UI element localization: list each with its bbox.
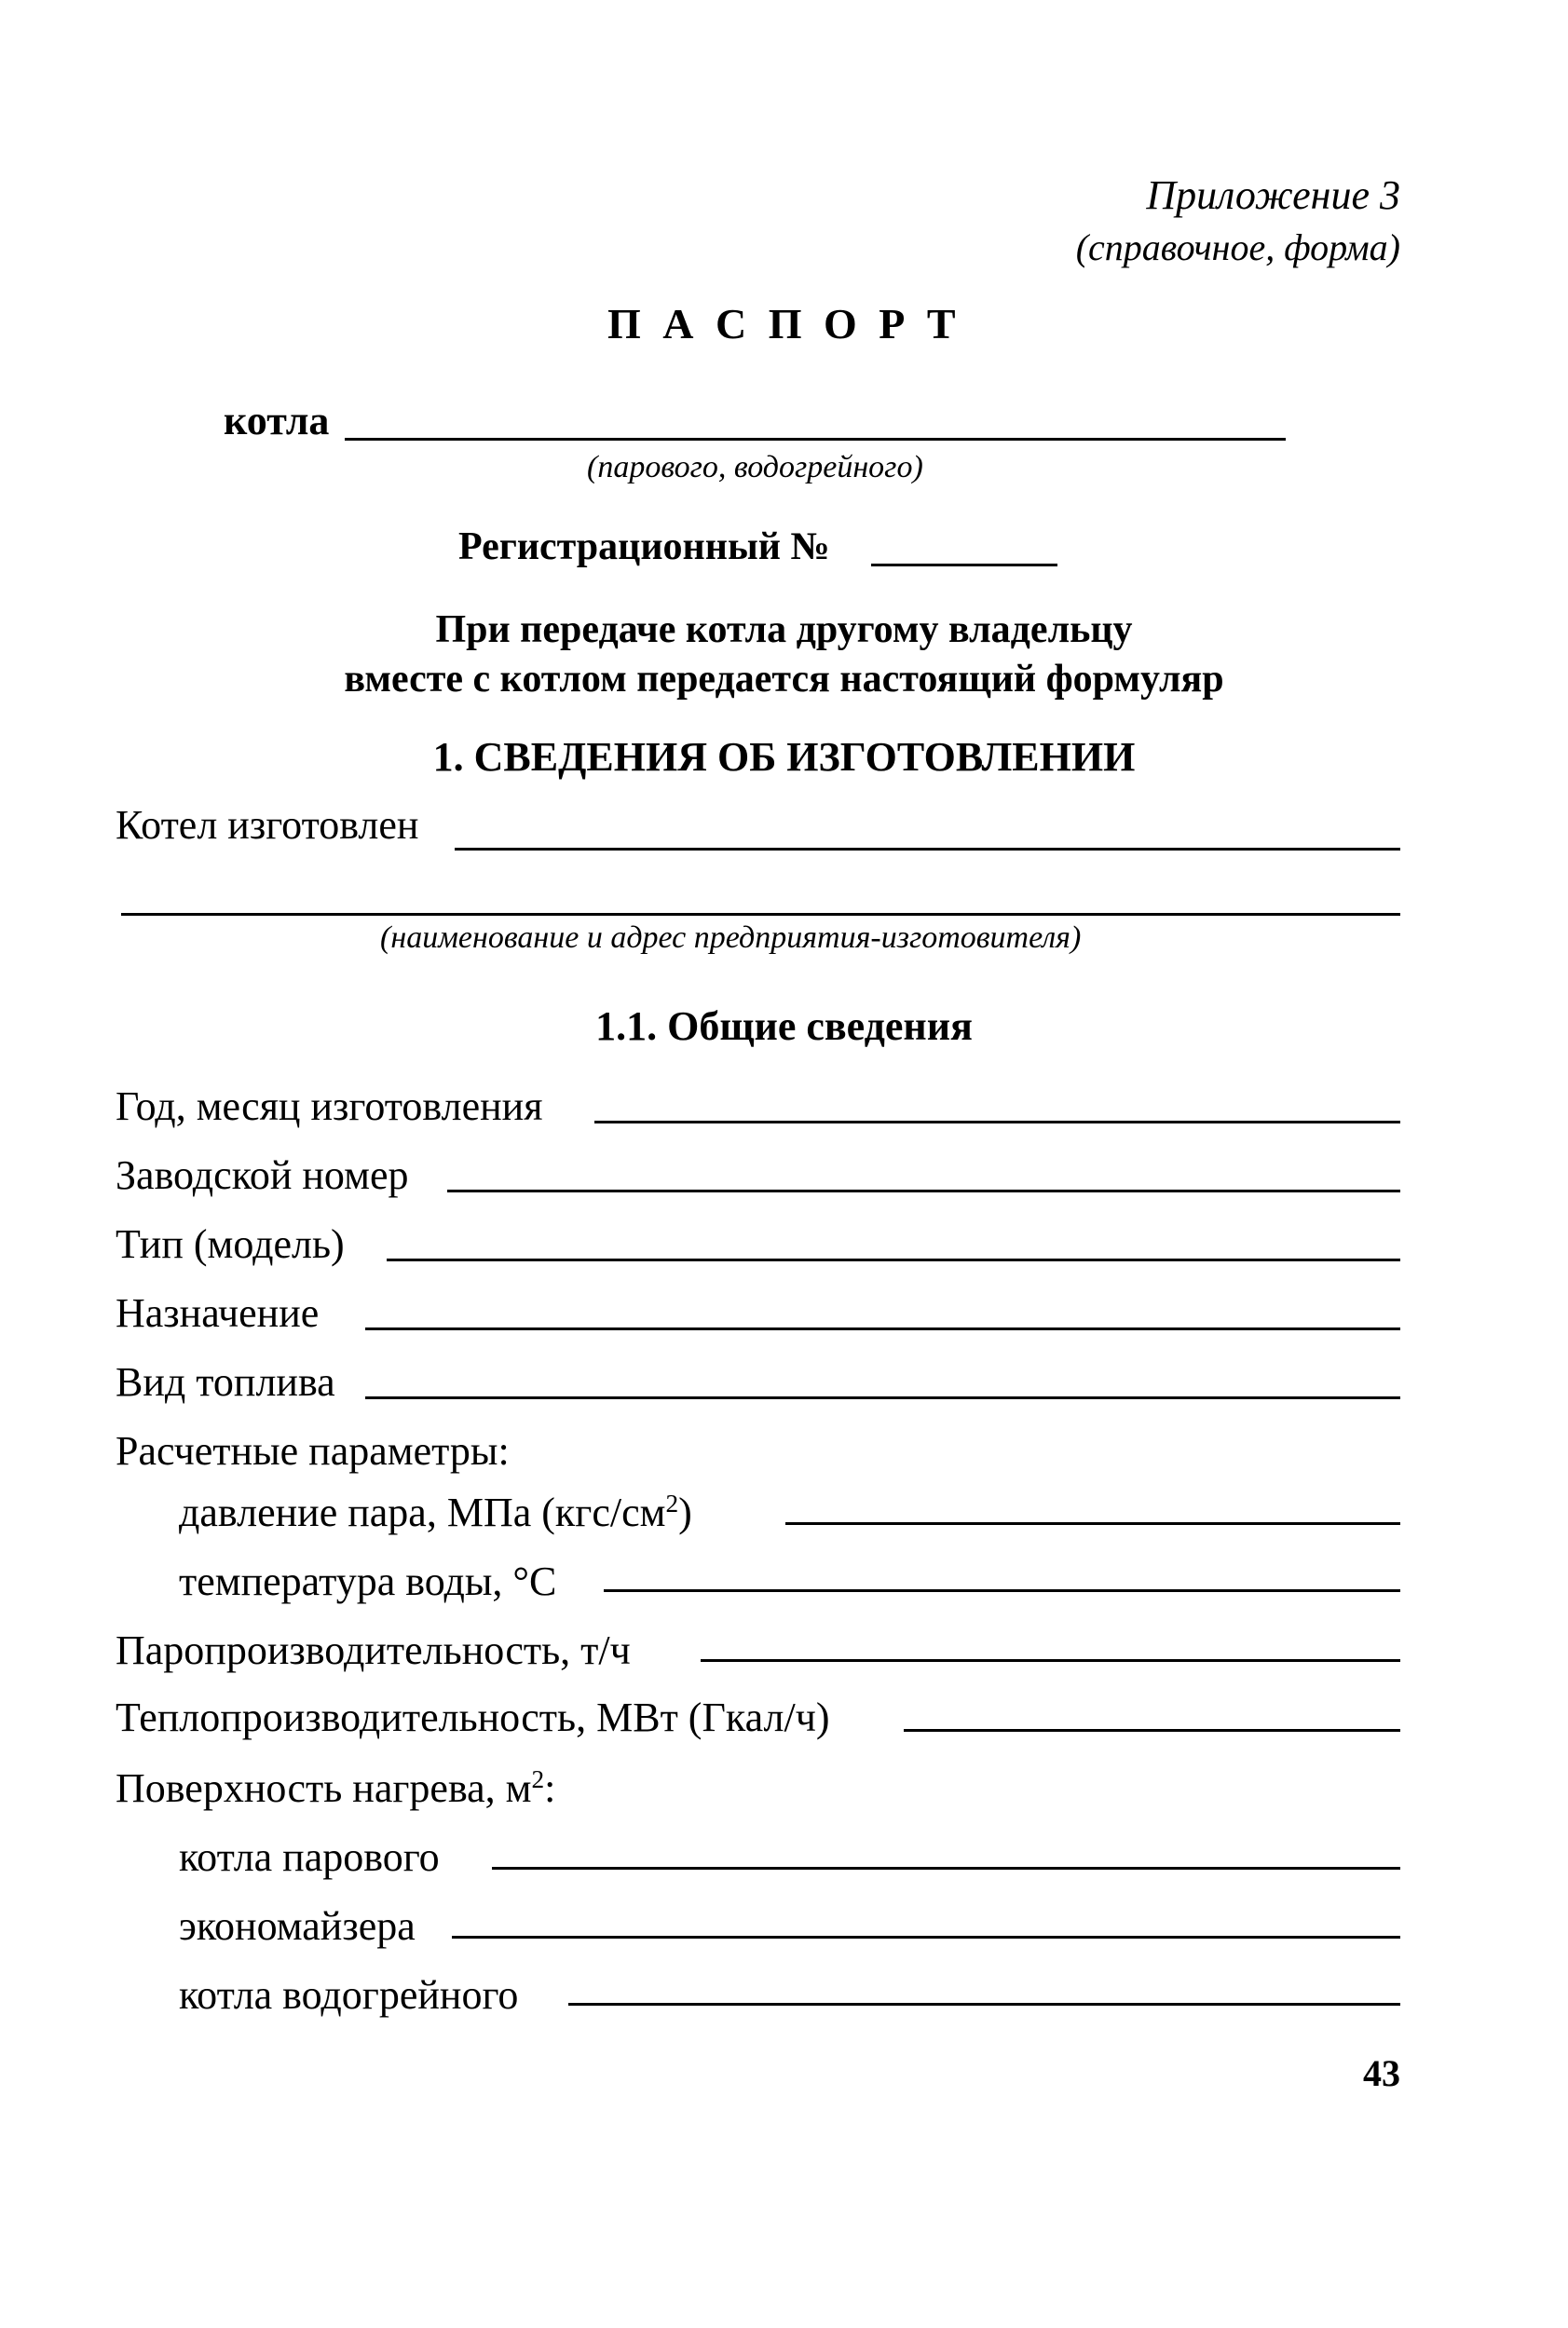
year-month-input-line[interactable] xyxy=(594,1121,1400,1123)
type-model-label: Тип (модель) xyxy=(116,1221,345,1267)
appendix-title: Приложение 3 xyxy=(1146,172,1400,218)
appendix-subtitle: (справочное, форма) xyxy=(1075,226,1400,268)
economizer-label: экономайзера xyxy=(179,1903,416,1949)
boiler-label: котла xyxy=(224,398,330,443)
steam-capacity-input-line[interactable] xyxy=(701,1659,1400,1662)
heating-surface-label: Поверхность нагрева, $м^2$: xyxy=(116,1765,556,1811)
section-1-heading: 1. СВЕДЕНИЯ ОБ ИЗГОТОВЛЕНИИ xyxy=(432,734,1136,780)
heat-capacity-input-line[interactable] xyxy=(904,1729,1400,1732)
steam-boiler-input-line[interactable] xyxy=(492,1867,1400,1870)
steam-pressure-label: давление пара, МПа $(кгс/см^2)$ xyxy=(179,1490,692,1535)
boiler-caption: (парового, водогрейного) xyxy=(587,450,923,484)
steam-boiler-label: котла парового xyxy=(179,1834,440,1880)
water-boiler-label: котла водогрейного xyxy=(179,1972,519,2018)
fuel-label: Вид топлива xyxy=(116,1359,335,1405)
purpose-input-line[interactable] xyxy=(365,1327,1400,1330)
steam-pressure-superscript: 2 xyxy=(665,1490,679,1518)
notice-line-2: вместе с котлом передается настоящий формуляр xyxy=(344,658,1224,701)
section-1-1-heading: 1.1. Общие сведения xyxy=(595,1003,973,1049)
design-params-label: Расчетные параметры: xyxy=(116,1428,510,1474)
purpose-label: Назначение xyxy=(116,1290,320,1336)
water-temp-input-line[interactable] xyxy=(604,1589,1400,1592)
manufacturer-input-line[interactable] xyxy=(455,848,1400,851)
serial-label: Заводской номер xyxy=(116,1152,409,1198)
manufacturer-input-line-2[interactable] xyxy=(121,913,1400,916)
page-number: 43 xyxy=(1363,2052,1400,2094)
manufacturer-label: Котел изготовлен xyxy=(116,802,419,848)
heating-surface-superscript: 2 xyxy=(531,1765,545,1793)
year-month-label: Год, месяц изготовления xyxy=(116,1083,543,1129)
boiler-input-line[interactable] xyxy=(345,438,1286,441)
passport-title: П А С П О Р Т xyxy=(607,300,961,347)
type-model-input-line[interactable] xyxy=(387,1259,1400,1261)
notice-line-1: При передаче котла другому владельцу xyxy=(435,608,1133,651)
steam-capacity-label: Паропроизводительность, т/ч xyxy=(116,1627,631,1673)
economizer-input-line[interactable] xyxy=(452,1936,1400,1939)
registration-input-line[interactable] xyxy=(871,564,1057,566)
manufacturer-caption: (наименование и адрес предприятия-изготовителя) xyxy=(380,920,1082,955)
serial-input-line[interactable] xyxy=(447,1190,1400,1192)
water-temp-label: температура воды, °С xyxy=(179,1559,557,1604)
steam-pressure-input-line[interactable] xyxy=(785,1522,1400,1525)
registration-label: Регистрационный № xyxy=(458,525,830,568)
manufacturer-row xyxy=(116,803,1401,846)
water-boiler-input-line[interactable] xyxy=(568,2003,1400,2006)
fuel-input-line[interactable] xyxy=(365,1396,1400,1399)
heat-capacity-label: Теплопроизводительность, МВт (Гкал/ч) xyxy=(116,1695,830,1740)
